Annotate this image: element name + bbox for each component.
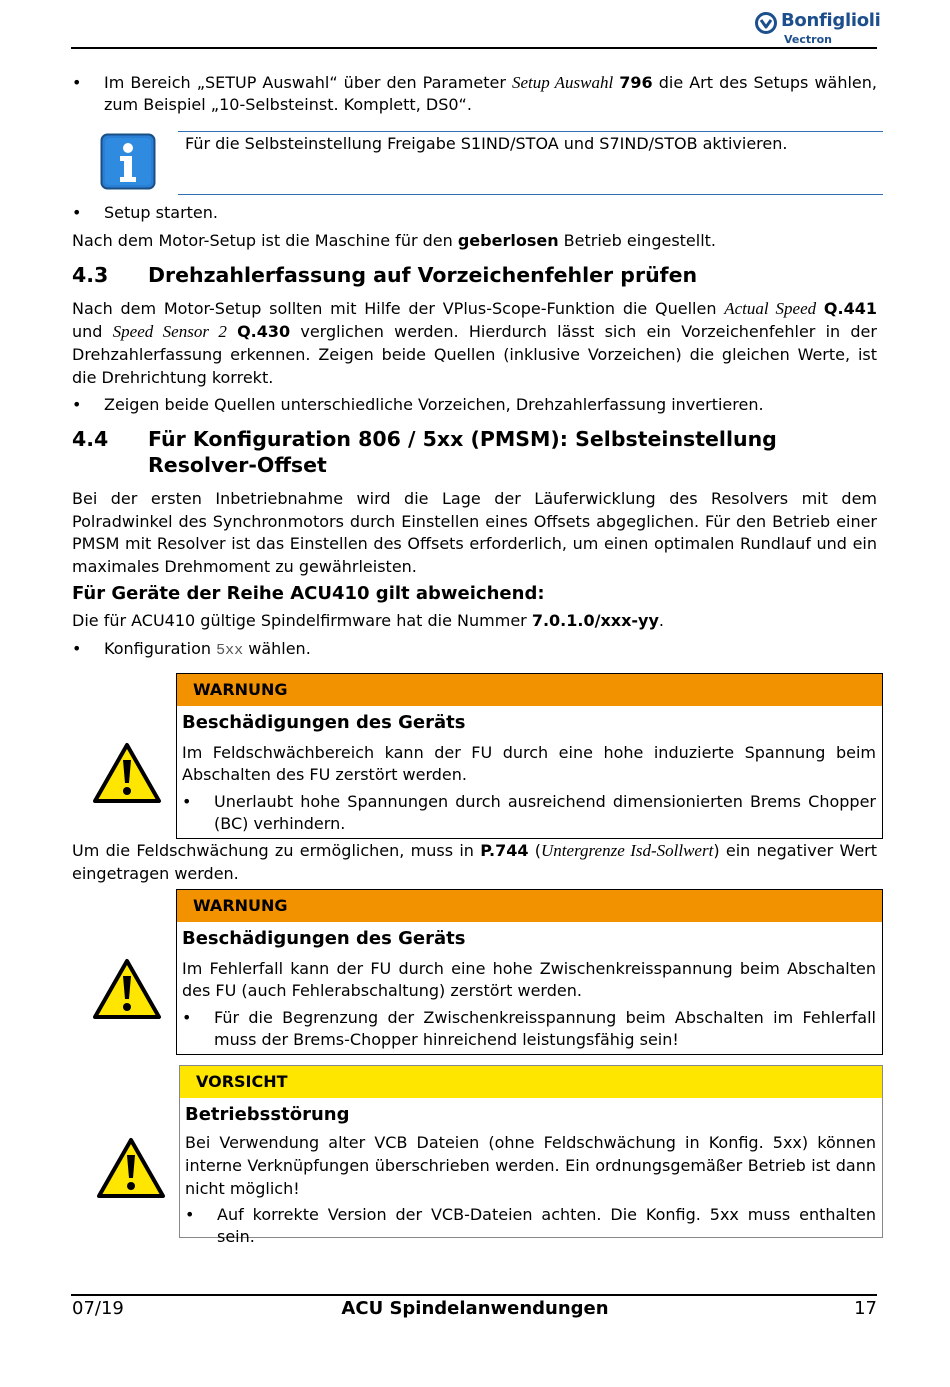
warning-bullet-text: Für die Begrenzung der Zwischenkreisspannung beim Abschalten im Fehlerfall muss der Brems-Chopper hinreichend leistungsfähig sein! bbox=[214, 1008, 876, 1049]
page-number: 17 bbox=[854, 1298, 877, 1319]
section-number: 4.3 bbox=[72, 263, 109, 287]
section-heading bbox=[72, 262, 878, 290]
subheading: Für Geräte der Reihe ACU410 gilt abweichend: bbox=[72, 583, 545, 604]
list-item bbox=[72, 638, 877, 660]
bold-term: geberlosen bbox=[457, 231, 559, 250]
list-item-text: Zeigen beide Quellen unterschiedliche Vorzeichen, Drehzahlerfassung invertieren. bbox=[104, 395, 764, 414]
logo-brand: Bonfiglioli bbox=[781, 10, 881, 31]
caution-title: Betriebsstörung bbox=[185, 1104, 350, 1125]
firmware-number: 7.0.1.0/xxx-yy bbox=[531, 611, 659, 630]
note-text: Für die Selbsteinstellung Freigabe S1IND/STOA und S7IND/STOB aktivieren. bbox=[185, 134, 788, 153]
list-item bbox=[72, 202, 877, 224]
text-run: . bbox=[658, 611, 664, 630]
footer-title: ACU Spindelanwendungen bbox=[341, 1298, 609, 1319]
note-rule-bottom bbox=[178, 194, 883, 195]
warning-text: Im Fehlerfall kann der FU durch eine hohe Zwischenkreisspannung beim Abschalten des FU (auch Fehlerabschaltung) zerstört werden. bbox=[182, 959, 876, 1000]
config-code: 5xx bbox=[216, 642, 244, 659]
text-run: Um die Feldschwächung zu ermöglichen, muss in bbox=[72, 841, 481, 860]
list-item-text bbox=[104, 638, 877, 662]
section-heading bbox=[72, 426, 878, 478]
parameter-name: Setup Auswahl bbox=[511, 73, 614, 92]
logo-mark-icon bbox=[755, 12, 777, 34]
text-run: ) ein negativer Wert eingetragen werden. bbox=[72, 841, 878, 883]
caution-text: Bei Verwendung alter VCB Dateien (ohne Feldschwächung in Konfig. 5xx) können interne Verknüpfungen überschrieben werden. Ein ordnungsgemäßer Betrieb ist dann nicht möglich! bbox=[185, 1133, 876, 1198]
list-item-text bbox=[104, 72, 877, 116]
text-run: verglichen werden. Hierdurch lässt sich ein Vorzeichenfehler in der Drehzahlerfassung erkennen. Zeigen beide Quellen (inklusive Vorzeichen) die gleichen Werte, ist die Drehrichtung korrekt. bbox=[72, 322, 877, 387]
parameter-name: Untergrenze Isd-Sollwert bbox=[541, 841, 714, 860]
warning-bullet bbox=[182, 1007, 876, 1051]
text-run: wählen. bbox=[243, 639, 311, 658]
warning-triangle-icon bbox=[92, 958, 162, 1020]
info-icon bbox=[100, 133, 156, 190]
warning-label: WARNUNG bbox=[177, 890, 882, 922]
caution-bullet-text: Auf korrekte Version der VCB-Dateien achten. Die Konfig. 5xx muss enthalten sein. bbox=[217, 1205, 876, 1246]
section-title: Drehzahlerfassung auf Vorzeichenfehler prüfen bbox=[148, 263, 698, 287]
warning-box bbox=[176, 673, 883, 839]
bullet-dot: • bbox=[185, 1205, 195, 1224]
warning-title: Beschädigungen des Geräts bbox=[182, 712, 466, 733]
warning-triangle-icon bbox=[96, 1137, 166, 1199]
bullet-dot: • bbox=[72, 203, 82, 222]
text-run: Im Bereich „SETUP Auswahl“ über den Parameter bbox=[104, 73, 512, 92]
bonfiglioli-logo bbox=[755, 10, 880, 48]
paragraph: Bei der ersten Inbetriebnahme wird die Lage der Läuferwicklung des Resolvers mit dem Polradwinkel des Synchronmotors durch Einstellen eines Offsets abgeglichen. Für den Betrieb einer PMSM mit Resolver ist das Einstellen des Offsets erforderlich, um einen optimalen Rundlauf und ein maximales Drehmoment zu gewährleisten. bbox=[72, 489, 877, 576]
parameter-number: Q.441 bbox=[823, 299, 877, 318]
bullet-dot: • bbox=[72, 639, 82, 658]
paragraph bbox=[72, 297, 877, 389]
caution-box bbox=[179, 1065, 883, 1246]
parameter-number: Q.430 bbox=[237, 322, 291, 341]
list-item-text: Setup starten. bbox=[104, 203, 218, 222]
parameter-name: Speed Sensor 2 bbox=[112, 322, 227, 341]
paragraph bbox=[72, 229, 877, 252]
text-run: die Art des Setups wählen, zum Beispiel „10-Selbsteinst. Komplett, DS0“. bbox=[104, 73, 877, 114]
parameter-number: P.744 bbox=[480, 841, 529, 860]
parameter-name: Actual Speed bbox=[724, 299, 817, 318]
caution-bullet bbox=[185, 1204, 876, 1246]
warning-text: Im Feldschwächbereich kann der FU durch eine hohe induzierte Spannung beim Abschalten des FU zerstört werden. bbox=[182, 743, 876, 784]
logo-subbrand: Vectron bbox=[784, 33, 832, 46]
text-run: Die für ACU410 gültige Spindelfirmware hat die Nummer bbox=[72, 611, 532, 630]
bullet-dot: • bbox=[182, 1008, 192, 1027]
warning-box bbox=[176, 889, 883, 1055]
warning-label: WARNUNG bbox=[177, 674, 882, 706]
text-run: Konfiguration bbox=[104, 639, 217, 658]
text-run: ( bbox=[528, 841, 542, 860]
paragraph bbox=[72, 839, 877, 885]
text-run: Nach dem Motor-Setup ist die Maschine für den bbox=[72, 231, 458, 250]
text-run: Nach dem Motor-Setup sollten mit Hilfe der VPlus-Scope-Funktion die Quellen bbox=[72, 299, 725, 318]
warning-triangle-icon bbox=[92, 742, 162, 804]
section-number: 4.4 bbox=[72, 427, 109, 451]
warning-bullet bbox=[182, 791, 876, 835]
paragraph bbox=[72, 609, 877, 632]
text-run: und bbox=[72, 322, 113, 341]
note-rule-top bbox=[178, 131, 883, 132]
section-title: Für Konfiguration 806 / 5xx (PMSM): Selbsteinstellung Resolver-Offset bbox=[148, 427, 777, 477]
warning-title: Beschädigungen des Geräts bbox=[182, 928, 466, 949]
caution-label: VORSICHT bbox=[180, 1066, 882, 1098]
footer-rule bbox=[71, 1294, 877, 1296]
text-run: Betrieb eingestellt. bbox=[558, 231, 717, 250]
list-item bbox=[72, 72, 877, 118]
parameter-number: 796 bbox=[619, 73, 653, 92]
bullet-dot: • bbox=[182, 792, 192, 811]
warning-bullet-text: Unerlaubt hohe Spannungen durch ausreichend dimensionierten Brems Chopper (BC) verhindern. bbox=[214, 792, 876, 833]
list-item bbox=[72, 394, 877, 416]
bullet-dot: • bbox=[72, 73, 82, 92]
header-rule bbox=[71, 47, 877, 49]
footer-date: 07/19 bbox=[72, 1298, 124, 1319]
bullet-dot: • bbox=[72, 395, 82, 414]
